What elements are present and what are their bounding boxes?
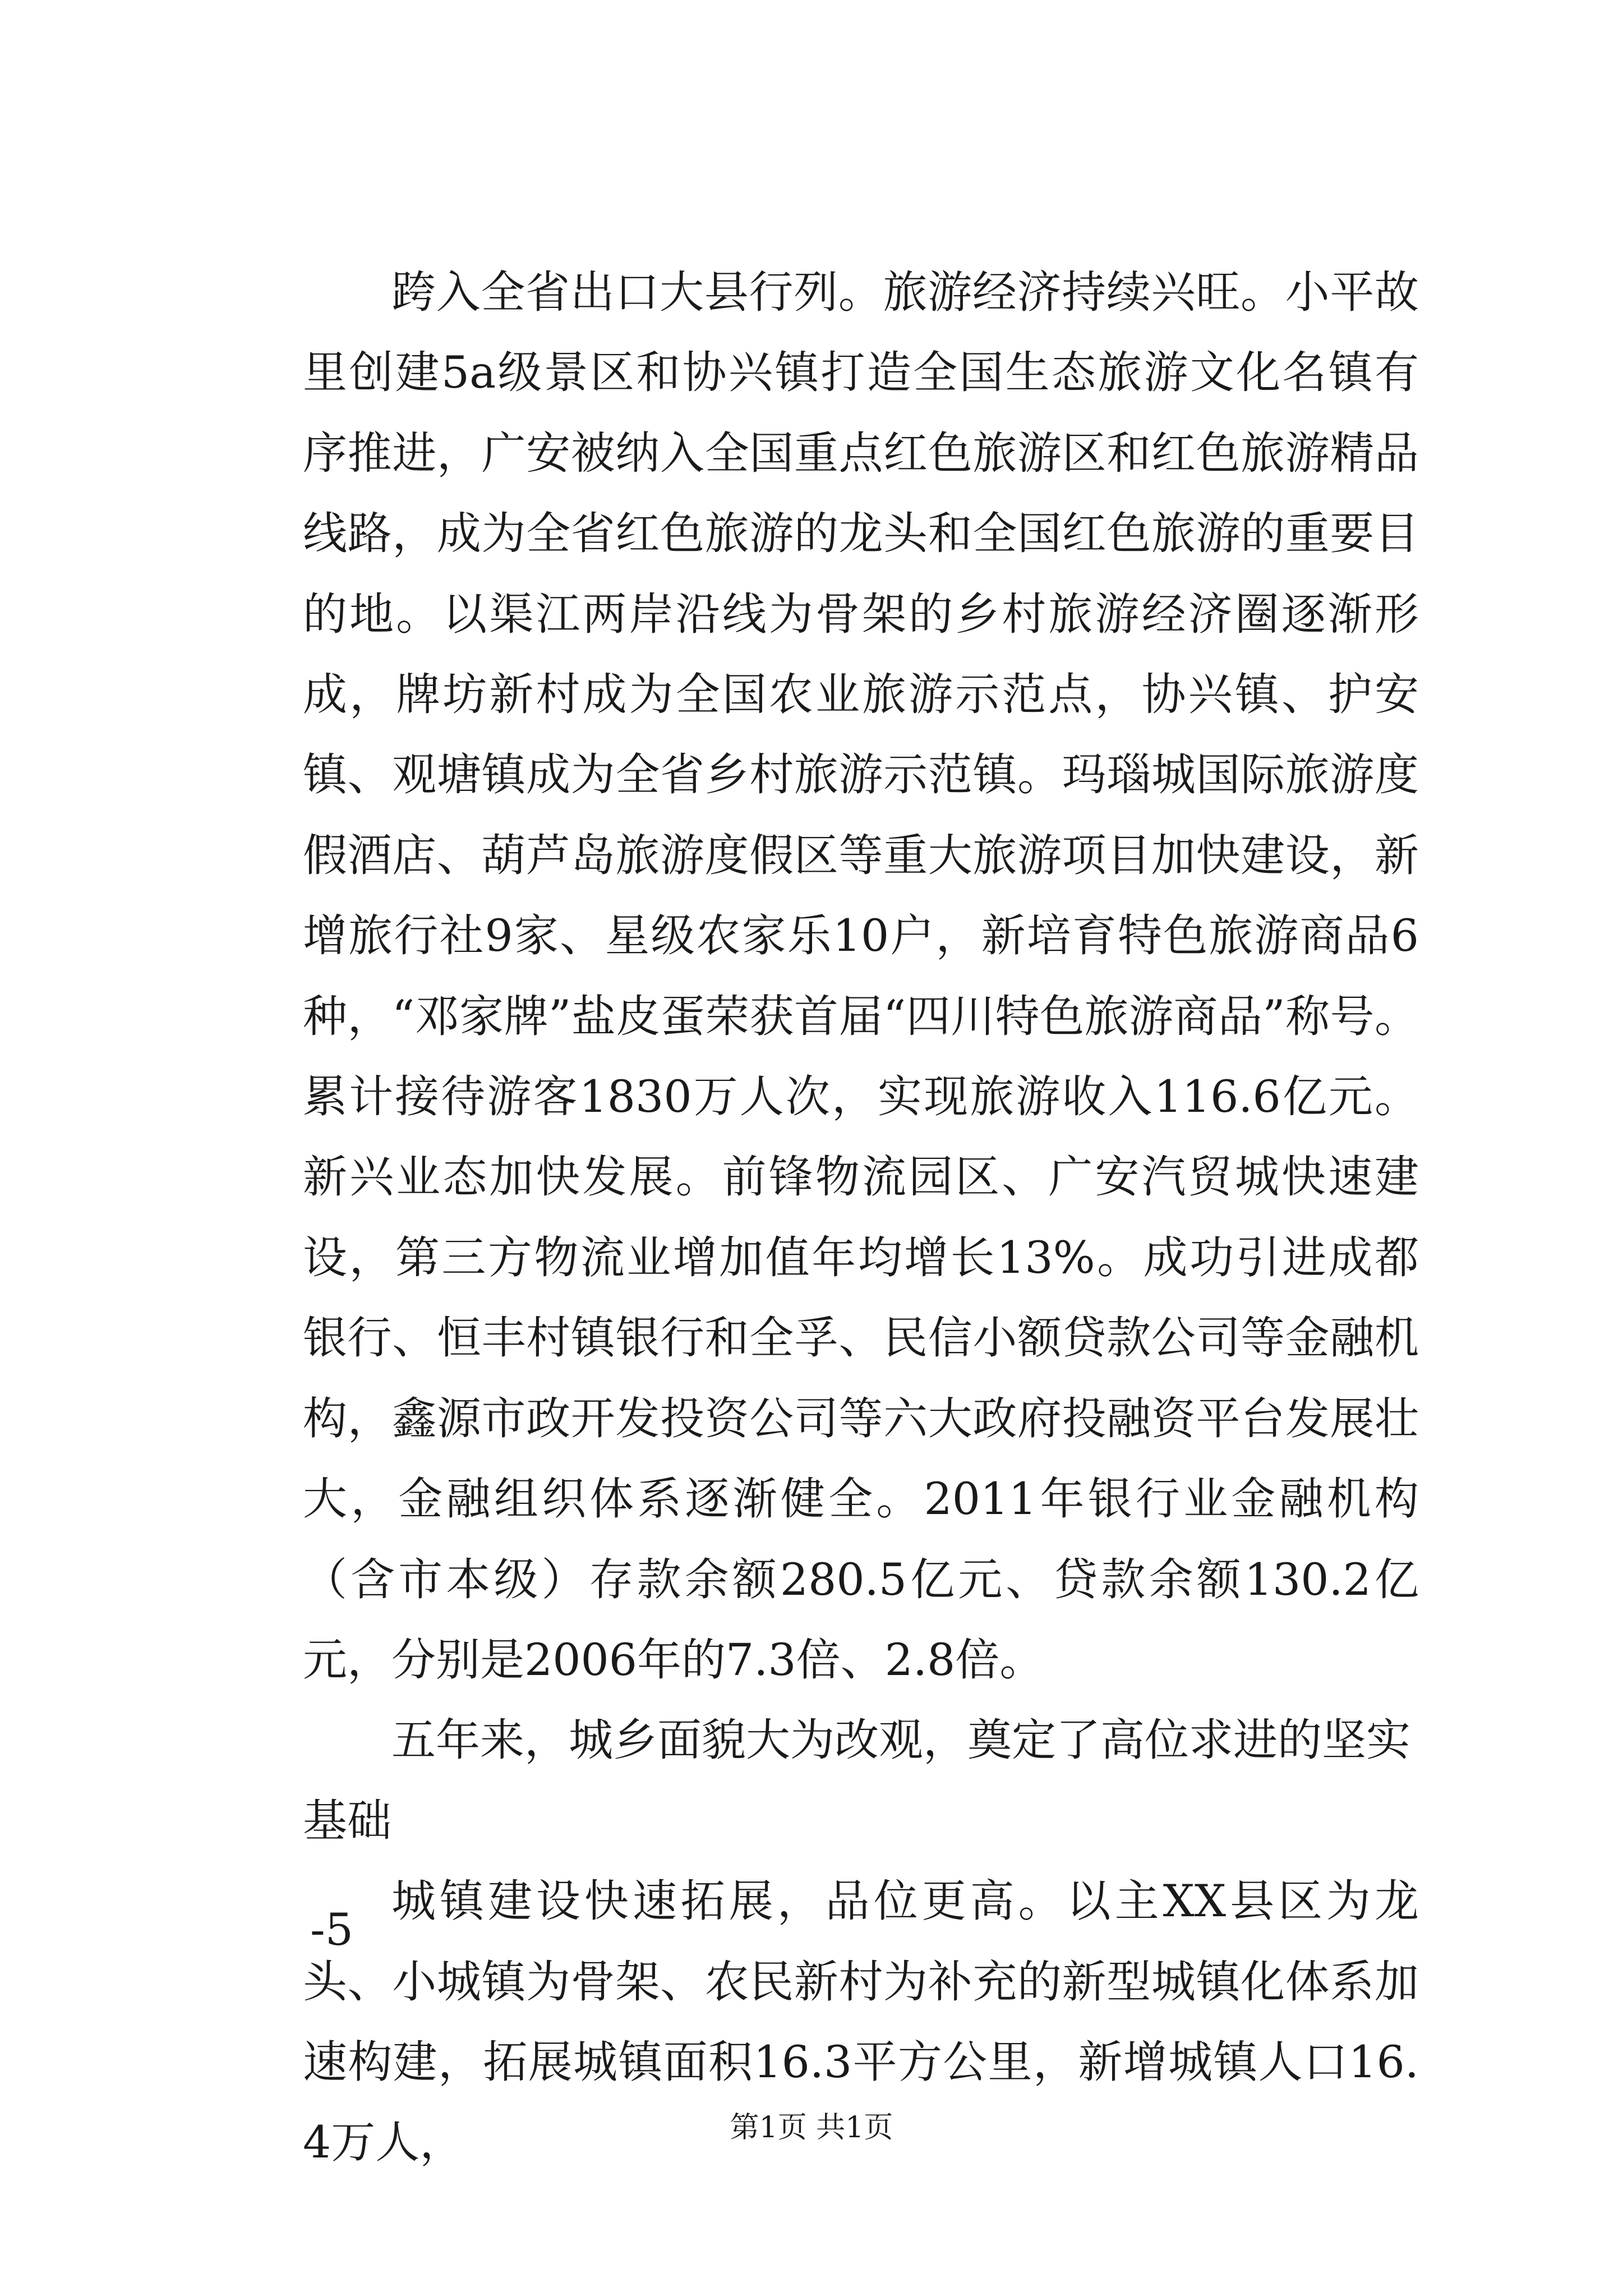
page-footer: 第1页 共1页	[730, 2111, 893, 2145]
paragraph-urban-construction: 城镇建设快速拓展，品位更高。以主XX县区为龙头、小城镇为骨架、农民新村为补充的新型城镇化体系加速构建，拓展城镇面积16.3平方公里，新增城镇人口16.4万人，	[303, 1875, 1419, 2169]
section-heading: 五年来，城乡面貌大为改观，奠定了高位求进的坚实基础	[303, 1714, 1410, 1847]
paragraph-tourism-finance: 跨入全省出口大县行列。旅游经济持续兴旺。小平故里创建5a级景区和协兴镇打造全国生态旅游文化名镇有序推进，广安被纳入全国重点红色旅游区和红色旅游精品线路，成为全省红色旅游的龙头和全国红色旅游的重要目的地。以渠江两岸沿线为骨架的乡村旅游经济圈逐渐形成，牌坊新村成为全国农业旅游示范点，协兴镇、护安镇、观塘镇成为全省乡村旅游示范镇。玛瑙城国际旅游度假酒店、葫芦岛旅游度假区等重大旅游项目加快建设，新增旅行社9家、星级农家乐10户，新培育特色旅游商品6种，“邓家牌”盐皮蛋荣获首届“四川特色旅游商品”称号。累计接待游客1830万人次，实现旅游收入116.6亿元。新兴业态加快发展。前锋物流园区、广安汽贸城快速建设，第三方物流业增加值年均增长13%。成功引进成都银行、恒丰村镇银行和全孚、民信小额贷款公司等金融机构，鑫源市政开发投资公司等六大政府投融资平台发展壮大，金融组织体系逐渐健全。2011年银行业金融机构（含市本级）存款余额280.5亿元、贷款余额130.2亿元，分别是2006年的7.3倍、2.8倍。	[303, 266, 1419, 1686]
document-body	[303, 252, 1419, 2183]
page-number-fragment: -5	[310, 1904, 353, 1955]
